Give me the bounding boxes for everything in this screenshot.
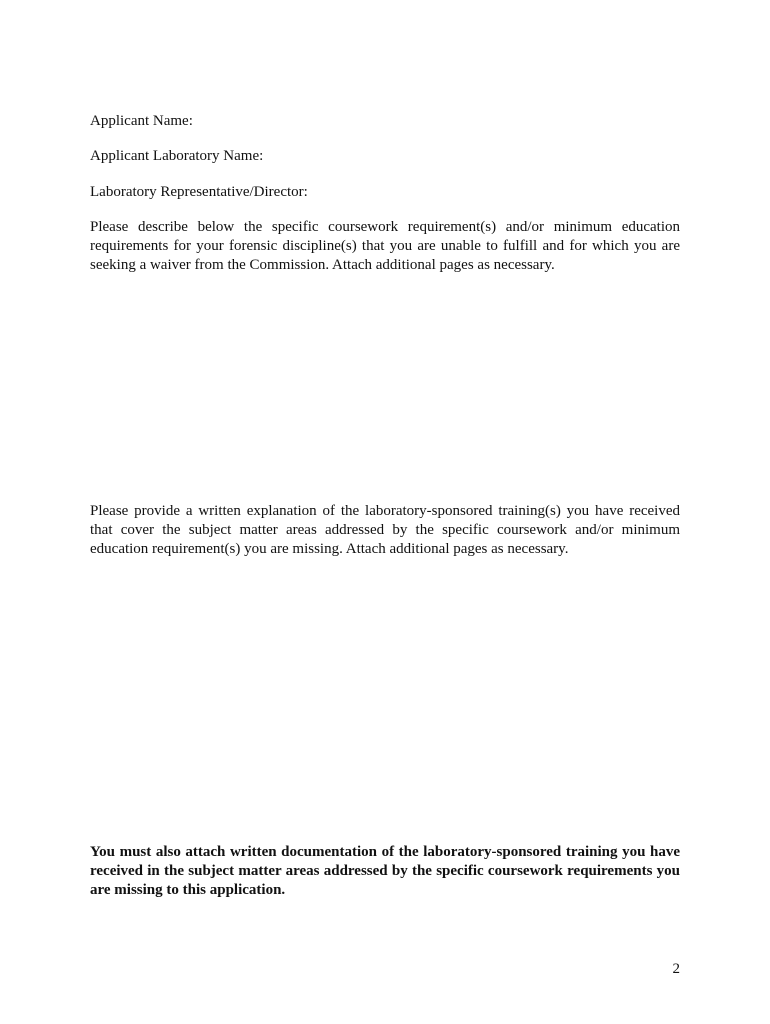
coursework-answer-area[interactable]	[90, 285, 680, 495]
documentation-notice: You must also attach written documentation of the laboratory-sponsored training you have received in the subject matter areas addressed by the specific coursework requirements you are missing to this application.	[90, 844, 680, 898]
training-answer-area[interactable]	[90, 570, 680, 835]
applicant-laboratory-name-label: Applicant Laboratory Name:	[90, 148, 264, 164]
training-explanation-instructions: Please provide a written explanation of the laboratory-sponsored training(s) you have received that cover the subject matter areas addressed by the specific coursework and/or minimum education requirement(s) you are missing. Attach additional pages as necessary.	[90, 503, 680, 557]
page-number: 2	[672, 961, 680, 977]
laboratory-representative-label: Laboratory Representative/Director:	[90, 184, 308, 200]
coursework-waiver-instructions: Please describe below the specific coursework requirement(s) and/or minimum education requirements for your forensic discipline(s) that you are unable to fulfill and for which you are seeking a waiver from the Commission. Attach additional pages as necessary.	[90, 219, 680, 273]
applicant-name-label: Applicant Name:	[90, 113, 193, 129]
